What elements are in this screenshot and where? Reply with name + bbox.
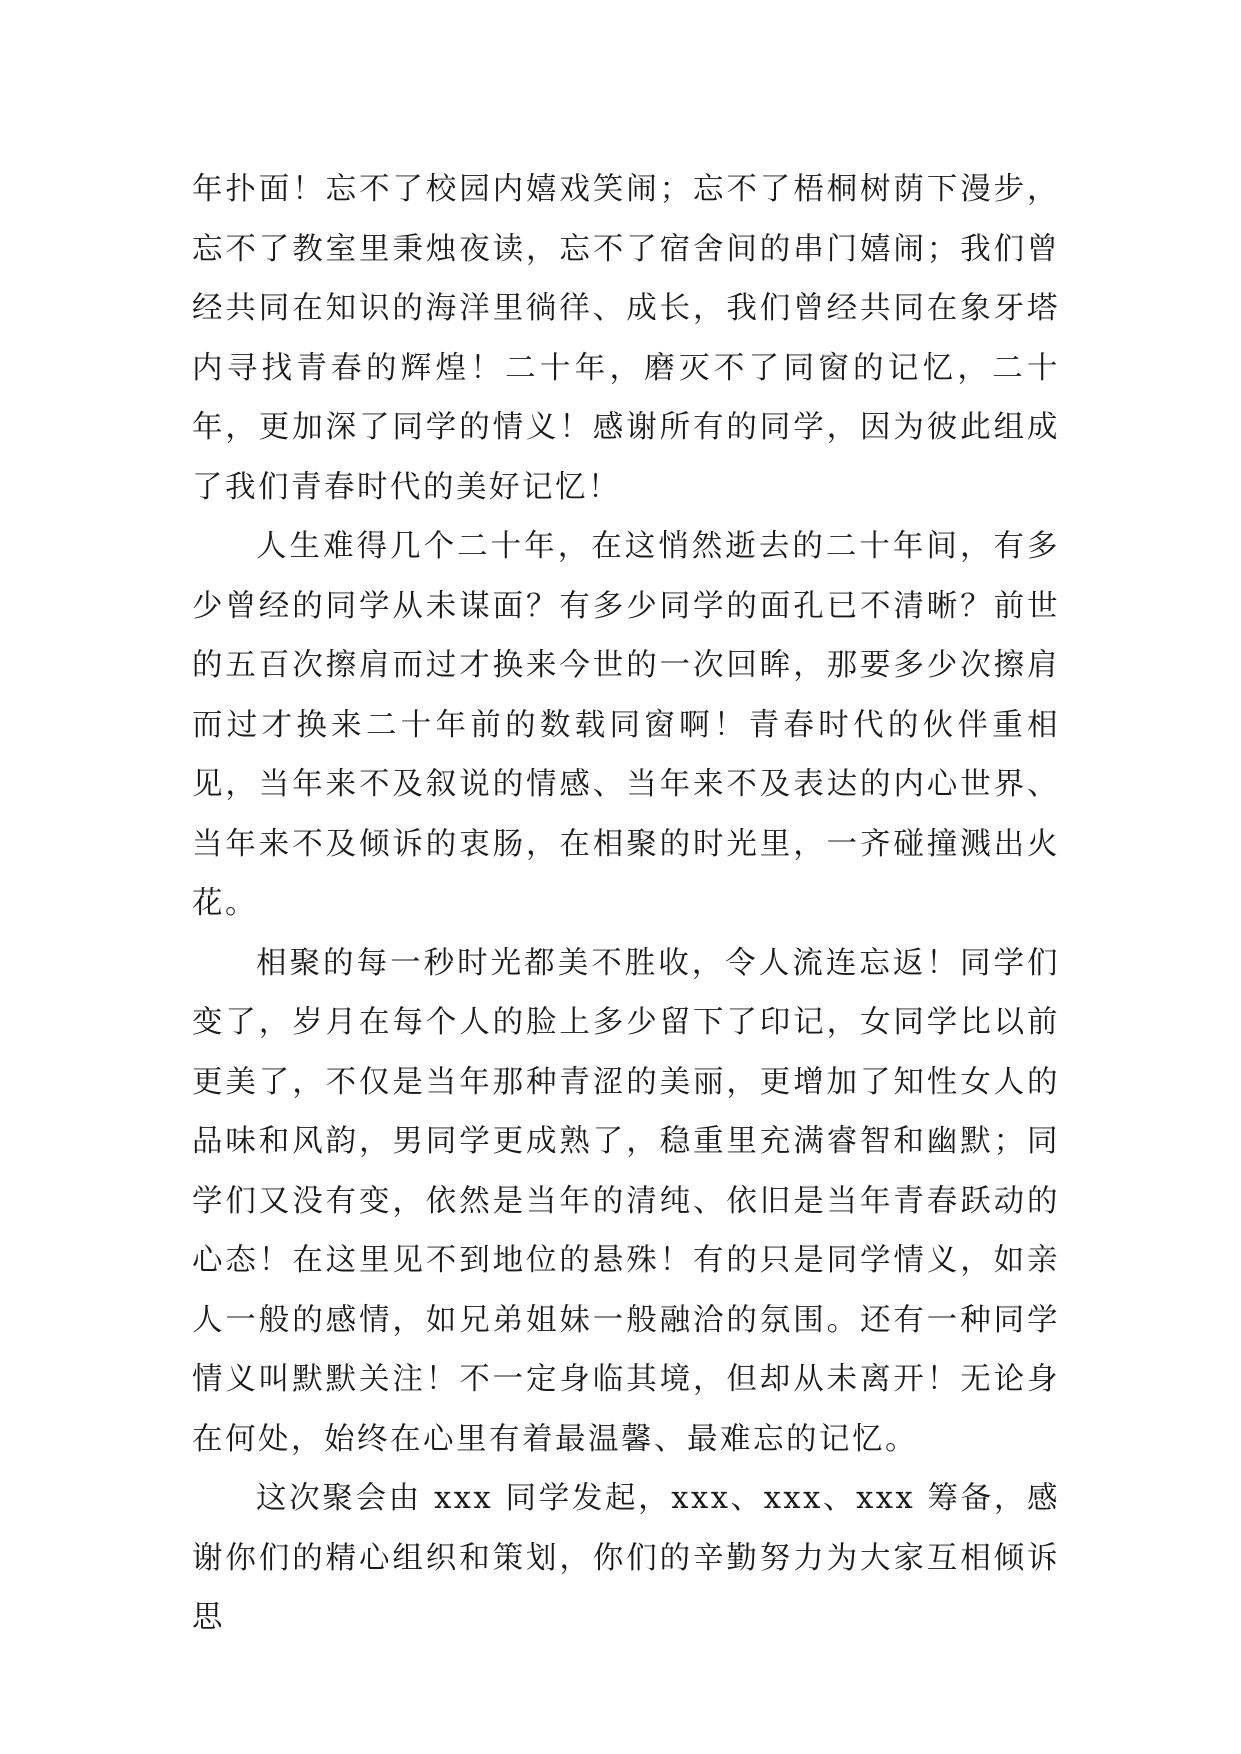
paragraph-3: 相聚的每一秒时光都美不胜收，令人流连忘返！同学们变了，岁月在每个人的脸上多少留下了印记，女同学比以前更美了，不仅是当年那种青涩的美丽，更增加了知性女人的品味和风韵，男同学更成熟了，稳重里充满睿智和幽默；同学们又没有变，依然是当年的清纯、依旧是当年青春跃动的心态！在这里见不到地位的悬殊！有的只是同学情义，如亲人一般的感情，如兄弟姐妹一般融洽的氛围。还有一种同学情义叫默默关注！不一定身临其境，但却从未离开！无论身在何处，始终在心里有着最温馨、最难忘的记忆。 <box>192 945 1060 1457</box>
paragraph-4: 这次聚会由 xxx 同学发起，xxx、xxx、xxx 筹备，感谢你们的精心组织和策划，你们的辛勤努力为大家互相倾诉思 <box>192 1481 1060 1635</box>
paragraph-1: 年扑面！忘不了校园内嬉戏笑闹；忘不了梧桐树荫下漫步，忘不了教室里秉烛夜读，忘不了宿舍间的串门嬉闹；我们曾经共同在知识的海洋里徜徉、成长，我们曾经共同在象牙塔内寻找青春的辉煌！二十年，磨灭不了同窗的记忆，二十年，更加深了同学的情义！感谢所有的同学，因为彼此组成了我们青春时代的美好记忆！ <box>192 172 1060 505</box>
body-text <box>192 160 1060 1648</box>
paragraph-2: 人生难得几个二十年，在这悄然逝去的二十年间，有多少曾经的同学从未谋面？有多少同学的面孔已不清晰？前世的五百次擦肩而过才换来今世的一次回眸，那要多少次擦肩而过才换来二十年前的数载同窗啊！青春时代的伙伴重相见，当年来不及叙说的情感、当年来不及表达的内心世界、当年来不及倾诉的衷肠，在相聚的时光里，一齐碰撞溅出火花。 <box>192 529 1060 921</box>
